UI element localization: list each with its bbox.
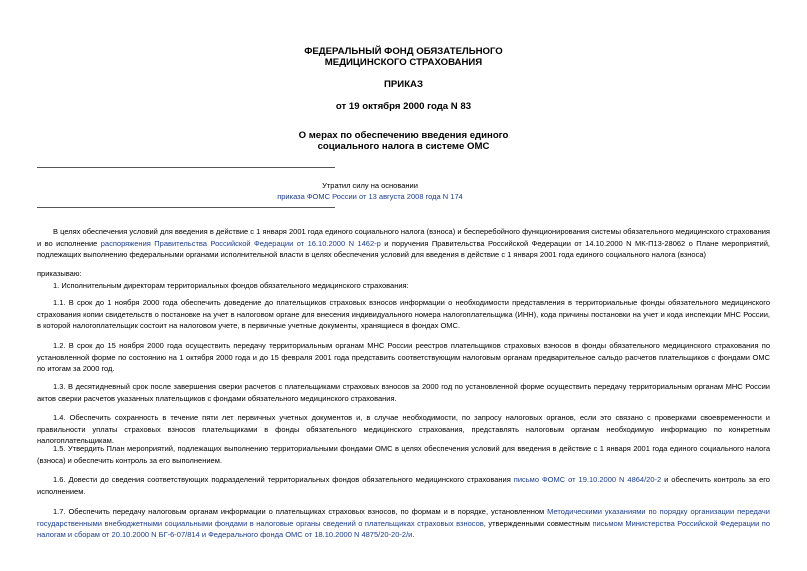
- intro-link[interactable]: распоряжения Правительства Российской Федерации от 16.10.2000 N 1462-р: [100, 238, 381, 248]
- item-1: 1. Исполнительным директорам территориальных фондов обязательного медицинского страхования:: [53, 281, 409, 290]
- item-1-5: 1.5. Утвердить План мероприятий, подлежащих выполнению территориальными фондами ОМС в целях обеспечения условий для введения в действие с 1 января 2001 года единого социального налога (взноса) и обеспечить контроль за его выполнением.: [37, 444, 770, 465]
- item-1-7: [37, 506, 770, 541]
- item-1-3: 1.3. В десятидневный срок после завершения сверки расчетов с плательщиками страховых взносов за 2000 год по установленной форме осуществить передачу территориальным органам МНС России актов сверки расчетов указанных плательщиков с фондами обязательного медицинского страхования.: [37, 382, 770, 403]
- doc-date-number: от 19 октября 2000 года N 83: [335, 101, 472, 112]
- title-line-2: социального налога в системе ОМС: [317, 141, 490, 152]
- org-line-2: МЕДИЦИНСКОГО СТРАХОВАНИЯ: [324, 57, 483, 68]
- divider-top: [37, 167, 335, 168]
- title-line-1: О мерах по обеспечению введения единого: [298, 130, 509, 141]
- doc-type: ПРИКАЗ: [384, 79, 423, 90]
- organization-name: [0, 46, 807, 68]
- status-note-text: Утратил силу на основании: [322, 181, 418, 190]
- intro-text-2: и поручения Правительства Российской Федерации от 14.10.2000 N МК-П13-28062 о Плане мероприятий, подлежащих выполнению федеральными органами исполнительной власти в целях обеспечения условий для введения в действие с 1 января 2001 года единого социального налога (взноса): [37, 238, 770, 260]
- divider-bottom: [37, 207, 335, 208]
- item-1-7-text-3: .: [412, 530, 415, 540]
- item-1-7-text-1: 1.7. Обеспечить передачу налоговым органам информации о плательщиках страховых взносов, по формам и в порядке, установленном: [53, 507, 548, 516]
- item-1-6: [37, 474, 770, 497]
- item-1-6-text-1: 1.6. Довести до сведения соответствующих подразделений территориальных фондов обязательного медицинского страхования: [53, 475, 514, 484]
- item-1-7-text-2: , утвержденными совместным: [483, 518, 593, 528]
- item-1-7-link-1[interactable]: Методическими указаниями по порядку организации передачи государственными внебюджетными социальными фондами в налоговые органы сведений о плательщиках страховых взносов: [37, 507, 770, 528]
- doc-title: [0, 130, 807, 152]
- item-1-1: 1.1. В срок до 1 ноября 2000 года обеспечить доведение до плательщиков страховых взносов информации о необходимости представления в территориальные фонды обязательного медицинского страхования копии свидетельств о постановке на учет в налоговом органе для внесения индивидуального номера налогоплательщика (ИНН), кода причины постановки на учет и кода инспекции МНС России, в которой налогоплательщик состоит на налоговом учете, в первичные учетные документы, хранящиеся в фондах ОМС.: [37, 298, 770, 331]
- item-1-7-link-2[interactable]: письмом Министерства Российской Федерации по налогам и сборам от 20.10.2000 N БГ-6-07/814 и Федерального фонда ОМС от 18.10.2000 N 4875/20-20-2/и: [37, 518, 770, 540]
- org-line-1: ФЕДЕРАЛЬНЫЙ ФОНД ОБЯЗАТЕЛЬНОГО: [304, 46, 503, 57]
- item-1-2: 1.2. В срок до 15 ноября 2000 года осуществить передачу территориальным органам МНС России реестров плательщиков страховых взносов в фонды обязательного медицинского страхования по установленной форме по состоянию на 1 октября 2000 года и до 15 февраля 2001 года представить соответствующим налоговым органам предварительное сальдо расчетов плательщиков с фондами ОМС по итогам за 2000 год.: [37, 341, 770, 374]
- intro-text-1: В целях обеспечения условий для введения в действие с 1 января 2001 года единого социального налога (взноса) и бесперебойного функционирования системы обязательного медицинского страхования и во исполнение: [37, 227, 770, 248]
- item-1-6-link[interactable]: письмо ФОМС от 19.10.2000 N 4864/20-2: [513, 475, 662, 484]
- order-word: приказываю:: [37, 269, 82, 278]
- item-1-4: 1.4. Обеспечить сохранность в течение пяти лет первичных учетных документов и, в случае необходимости, по запросу налоговых органов, если это связано с проверками своевременности и правильности уплаты страховых взносов плательщиками в фонды обязательного медицинского страхования, представлять налоговым органам необходимую информацию по конкретным налогоплательщикам.: [37, 413, 770, 446]
- intro-paragraph: [37, 226, 770, 261]
- status-note-link[interactable]: приказа ФОМС России от 13 августа 2008 года N 174: [277, 192, 463, 201]
- item-1-6-text-2: и обеспечить контроль за его исполнением.: [37, 475, 770, 496]
- status-note: [266, 180, 474, 202]
